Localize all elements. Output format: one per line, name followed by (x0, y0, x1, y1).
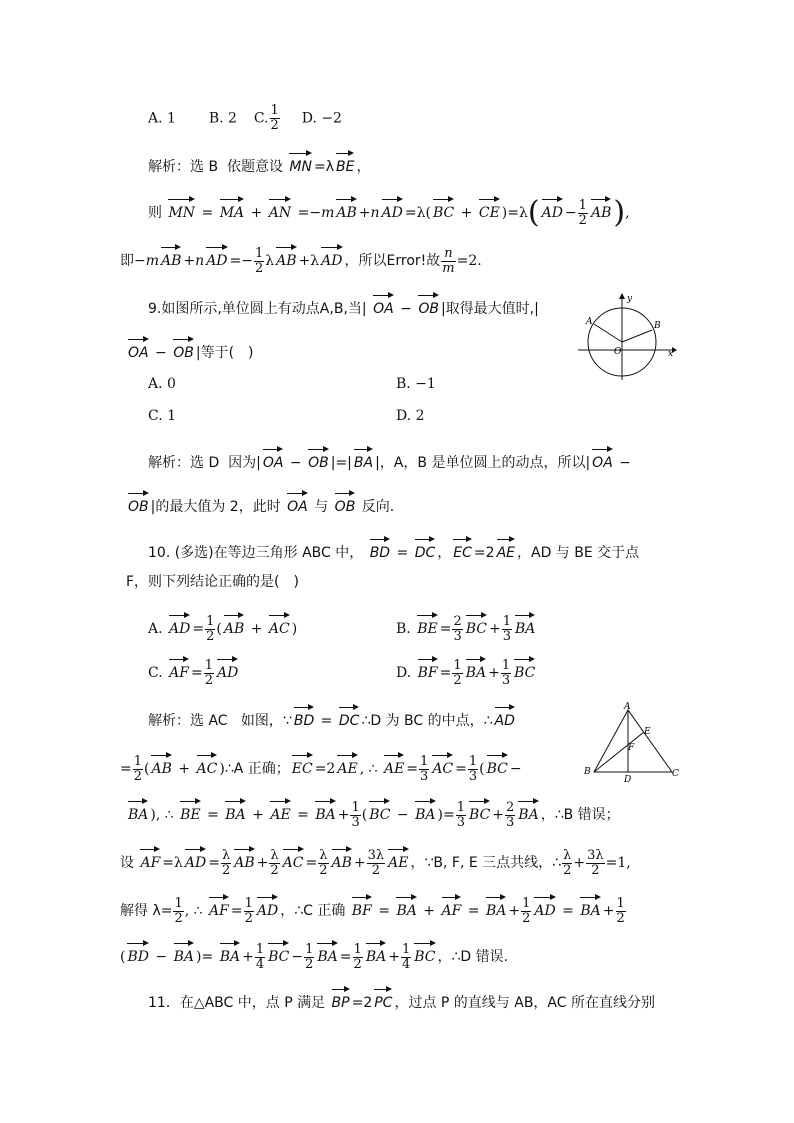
sol10-line5: 解得 λ= $\frac{1}{2}$ , ∴ AF = $\frac{1}{2}$ AD ，∴C 正确 BF = BA + AF = BA + $\frac{1}{2}$ AD = BA + $\frac{1}{2}$ (120, 895, 625, 926)
sol8-line3: 即−m AB +n AD =− $\frac{1}{2}$ λ AB +λ AD ，所以Error!故 $\frac{n}{m}$ =2. (120, 245, 482, 276)
sol9-line1: 解析：选 D 因为| OA − OB |=| BA |，A，B 是单位圆上的动点，所以| OA − (148, 446, 631, 473)
q8-options: A. 1 B. 2 C. $\frac{1}{2}$ D. −2 (148, 103, 342, 133)
fig2-label-f: F (628, 743, 635, 753)
q10-option-d: D. BF = $\frac{1}{2}$ BA + $\frac{1}{3}$ BC (396, 657, 536, 688)
unit-circle-figure (576, 290, 686, 382)
fig1-label-x: x (668, 349, 674, 359)
q10-stem-line2: F，则下列结论正确的是( ) (126, 574, 299, 590)
q9-option-c: C. 1 (148, 408, 177, 424)
q9-option-d: D. 2 (396, 408, 425, 424)
fig1-label-o: O (614, 347, 622, 357)
q9-stem-line2: OA − OB |等于( ) (126, 336, 254, 363)
sol10-line1: 解析：选 AC 如图，∵ BD = DC ∴D 为 BC 的中点，∴ AD (148, 704, 517, 731)
sol10-line6: ( BD − BA )= BA + $\frac{1}{4}$ BC − $\frac{1}{2}$ BA = $\frac{1}{2}$ BA + $\frac{1}{4}$ BC ，∴D 错误. (120, 941, 509, 972)
sol8-line2: 则 MN = MA + AN =−m AB +n AD =λ( BC + CE )=λ( AD − $\frac{1}{2}$ AB), (148, 195, 630, 230)
q11-stem-line1: 11．在△ABC 中，点 P 满足 BP =2 PC ，过点 P 的直线与 AB，AC 所在直线分别 (148, 986, 655, 1013)
fig2-label-e: E (644, 727, 651, 737)
triangle-figure (584, 702, 680, 782)
fig2-label-c: C (672, 769, 679, 779)
sol9-line2: OB |的最大值为 2，此时 OA 与 OB 反向. (126, 490, 394, 517)
sol8-line1: 解析：选 B 依题意设 MN =λ BE ， (148, 150, 370, 177)
fig1-label-a: A (586, 317, 593, 327)
fig2-label-a: A (624, 702, 631, 712)
q8-option-c: C. (253, 110, 269, 127)
fig2-label-b: B (584, 767, 591, 777)
q10-stem-line1: 10. (多选)在等边三角形 ABC 中， BD = DC ， EC =2 AE ，AD 与 BE 交于点 (148, 536, 639, 563)
fig2-label-d: D (624, 775, 632, 782)
sol10-line2: = $\frac{1}{2}$ ( AB + AC )∴A 正确； EC =2 AE , ∴ AE = $\frac{1}{3}$ AC = $\frac{1}{3}$ ( BC − (120, 753, 522, 784)
fig1-label-y: y (627, 294, 633, 304)
q8-option-d: D. −2 (301, 110, 342, 127)
q9-option-a: A. 0 (148, 376, 176, 392)
q8-option-a: A. 1 (148, 110, 176, 127)
q9-option-b: B. −1 (396, 376, 436, 392)
q10-option-b: B. BE = $\frac{2}{3}$ BC + $\frac{1}{3}$ BA (396, 613, 536, 644)
q10-option-c: C. AF = $\frac{1}{2}$ AD (148, 657, 239, 688)
sol10-line3: BA ), ∴ BE = BA + AE = BA + $\frac{1}{3}$ ( BC − BA )= $\frac{1}{3}$ BC + $\frac{2}{3}$ BA ，∴B 错误； (128, 799, 620, 830)
sol10-line4: 设 AF =λ AD = $\frac{\lambda}{2}$ AB + $\frac{\lambda}{2}$ AC = $\frac{\lambda}{2}$ AB + $\frac{3\lambda}{2}$ AE ，∵B, F, E 三点共线，∴ $\frac{\lambda}{2}$ + $\frac{3\lambda}{2}$ =1, (120, 847, 631, 878)
fig1-label-b: B (654, 321, 661, 331)
q8-option-b: B. 2 (208, 110, 237, 127)
q9-stem-line1: 9.如图所示,单位圆上有动点A,B,当| OA − OB |取得最大值时,| (148, 292, 539, 319)
q10-option-a: A. AD = $\frac{1}{2}$ ( AB + AC ) (148, 613, 298, 644)
